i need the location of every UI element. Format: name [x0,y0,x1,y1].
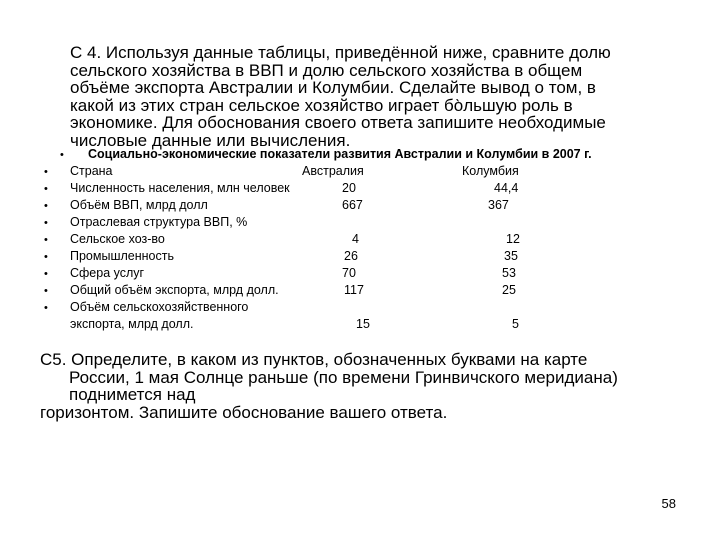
row-label: Отраслевая структура ВВП, % [70,215,248,229]
colombia-value: 25 [502,283,516,297]
question-c4-line: какой из этих стран сельское хозяйство играет бо̀льшую роль в [70,95,573,115]
row-label: Сфера услуг [70,266,145,280]
bullet-icon: • [44,302,48,314]
question-c5-line: России, 1 мая Солнце раньше (по времени Гринвичского меридиана) [69,367,618,387]
question-c4-line: С 4. Используя данные таблицы, приведённой ниже, сравните долю [70,43,611,62]
question-c4-line: сельского хозяйства в ВВП и долю сельского хозяйства в общем [70,60,583,80]
australia-value: 15 [356,317,370,331]
question-c5 [40,351,690,421]
question-c4 [70,44,690,149]
row-label: Объём сельскохозяйственного [70,300,249,314]
bullet-icon: • [44,166,48,178]
australia-value: 117 [344,283,364,297]
table-title: Социально-экономические показатели развития Австралии и Колумбии в 2007 г. [88,147,592,161]
row-label: Страна [70,164,113,178]
colombia-value: 367 [488,198,509,212]
colombia-value: 35 [504,249,518,263]
colombia-value: 44,4 [494,181,519,195]
bullet-icon: • [44,251,48,263]
row-label: Общий объём экспорта, млрд долл. [70,283,279,297]
colombia-value: 5 [512,317,519,331]
question-c5-line: горизонтом. Запишите обоснование вашего ответа. [40,402,448,422]
page-number: 58 [661,496,676,511]
bullet-icon: • [44,200,48,212]
question-c4-line: экономике. Для обоснования своего ответа запишите необходимые [70,113,606,132]
australia-value: 667 [342,198,363,212]
question-c5-line: поднимется над [69,385,196,404]
question-c4-line: объёме экспорта Австралии и Колумбии. Сделайте вывод о том, в [70,78,596,97]
row-label: экспорта, млрд долл. [70,317,194,331]
colombia-value: 53 [502,266,516,280]
row-label: Промышленность [70,249,174,263]
australia-value: Австралия [302,164,364,178]
australia-value: 4 [352,232,359,246]
bullet-icon: • [44,285,48,297]
bullet-icon: • [44,183,48,195]
bullet-icon: • [44,268,48,280]
bullet-icon: • [44,234,48,246]
row-label: Объём ВВП, млрд долл [70,198,208,212]
question-c4-line: числовые данные или вычисления. [70,130,351,150]
colombia-value: Колумбия [462,164,519,178]
row-label: Численность населения, млн человек [70,181,290,195]
australia-value: 26 [344,249,358,263]
row-label: Сельское хоз-во [70,232,165,246]
australia-value: 70 [342,266,356,280]
bullet-icon: • [60,149,64,161]
bullet-icon: • [44,217,48,229]
question-c5-line: С5. Определите, в каком из пунктов, обозначенных буквами на карте [40,350,588,369]
colombia-value: 12 [506,232,520,246]
australia-value: 20 [342,181,356,195]
